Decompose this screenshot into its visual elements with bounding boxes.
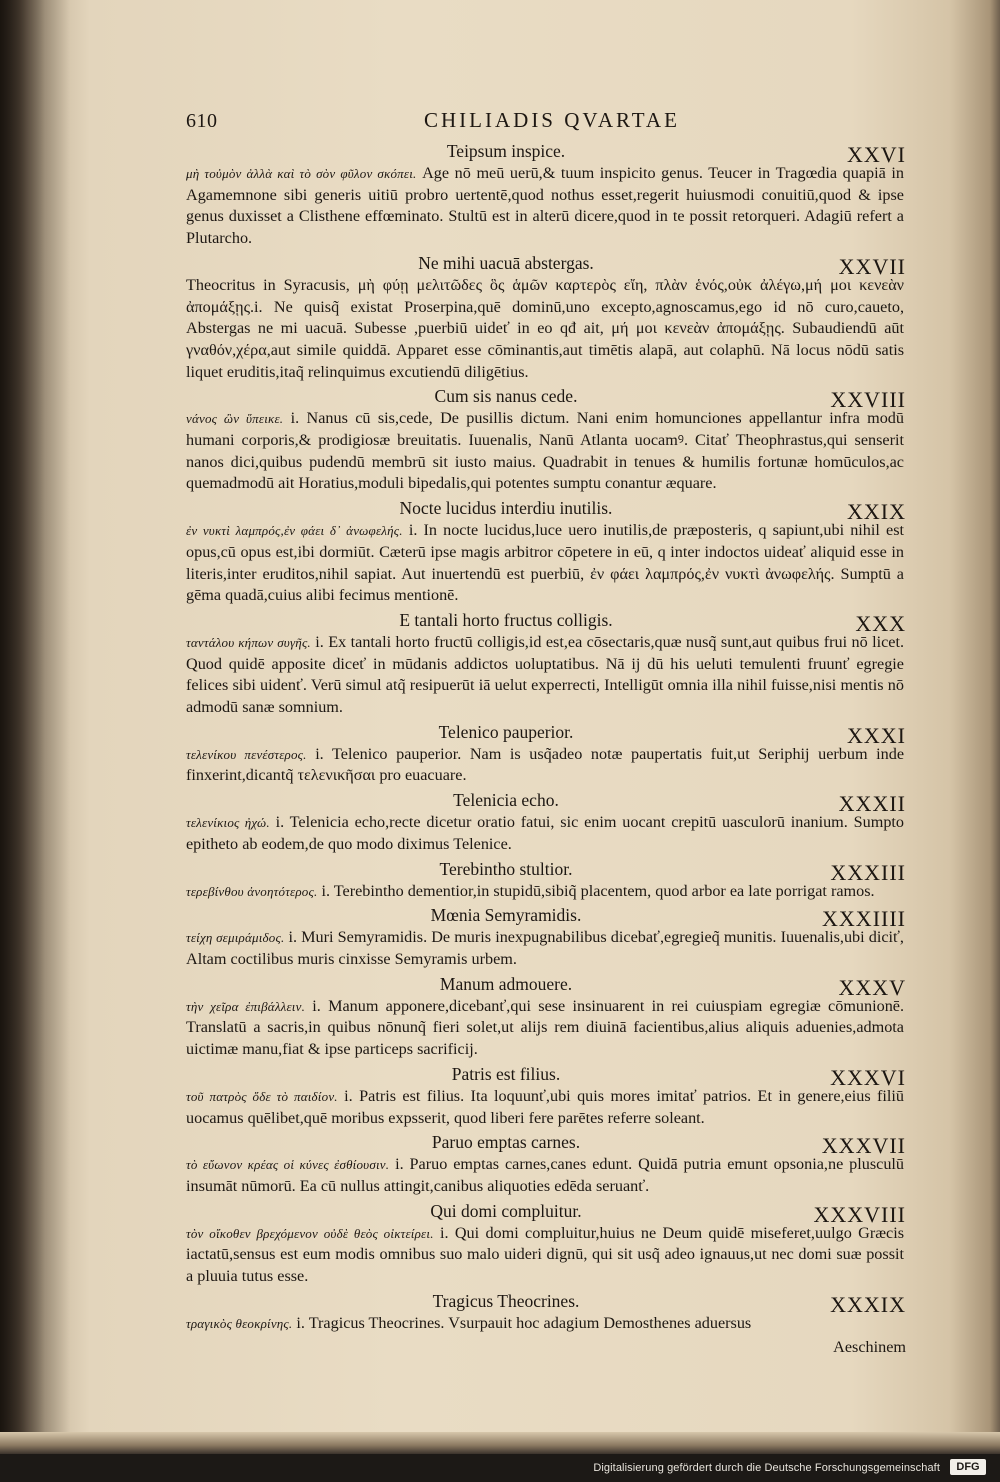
adage-entry [186, 1288, 906, 1335]
adage-entry [186, 719, 906, 787]
adage-numeral: XXXVI [830, 1064, 906, 1090]
adage-list [186, 138, 906, 1334]
adage-title: Paruo emptas carnes. [431, 1132, 581, 1153]
latin-commentary: i. Ex tantali horto fructū colligis,id est,ea cōsectaris,quæ nusq̃ sunt,aut quibus frui nō licet. Quod quidē apposite diceť in mūdanis addictos uoluptatibus. Nā ij dū his ueluti temulenti fruunť egregie felices sibi uidenť. Verū simul atq̃ resipuerūt iā uelut experrecti, Intelligūt omnia illa nihil fuisse,nisi mentis nō admodū sanæ somnium. [186, 632, 905, 717]
adage-numeral: XXIX [847, 499, 906, 525]
adage-entry [186, 138, 906, 250]
latin-commentary: i. Manum apponere,dicebanť,qui sese insinuarent in rei cuiuspiam egregiæ cōmunionē. Translatū a sacris,in quibus nōnunq̃ fieri solet,ut alijs rem diuinā facientibus,alius aliquis aduenies,admota uictimæ manu,fiat & ipse particeps sacrificij. [186, 996, 905, 1059]
page-bottom-edge [0, 1432, 1000, 1454]
greek-quotation: τερεβίνθου ἀνοητότερος. [186, 883, 318, 899]
latin-commentary: Age nō meū uerū,& tuum inspicito genus. Teucer in Tragœdia quapiā in Agamemnone sibi generis uitiū probro uertentē,quod nothus esset,regerit huiusmodi conuitiū,quod & ipse genus duxisset a Clisthene effœminato. Stultū est in alterū dicere,quod in te possit retorqueri. Adagiū refert a Plutarcho. [186, 164, 904, 248]
adage-numeral: XXVIII [830, 387, 906, 413]
adage-body [186, 996, 906, 1061]
adage-heading [186, 856, 906, 885]
adage-heading [186, 1061, 906, 1090]
running-head [186, 108, 906, 138]
footer-credit: Digitalisierung gefördert durch die Deutsche Forschungsgemeinschaft [593, 1462, 940, 1474]
latin-commentary: i. Tragicus Theocrines. Vsurpauit hoc adagium Demosthenes aduersus [296, 1313, 752, 1332]
adage-entry [186, 902, 906, 970]
latin-commentary: i. Paruo emptas carnes,canes edunt. Quidā putria emunt opsonia,ne plusculū insumāt nūmorū. Ea cū nullus attingit,canibus aliquoties edēda seruanť. [186, 1155, 905, 1195]
adage-title: Ne mihi uacuā abstergas. [418, 252, 594, 273]
adage-title: Cum sis nanus cede. [434, 386, 578, 407]
greek-quotation: τοῦ πατρὸς ὅδε τὸ παιδίον. [186, 1088, 338, 1104]
greek-quotation: ἐν νυκτὶ λαμπρός,ἐν φάει δ᾽ ἀνωφελής. [186, 523, 403, 539]
adage-heading [186, 383, 906, 413]
greek-quotation: τείχη σεμιράμιδος. [186, 930, 285, 946]
adage-numeral: XXXVII [821, 1133, 906, 1159]
adage-numeral: XXXIIII [822, 906, 906, 932]
latin-commentary: i. Telenico pauperior. Nam is usq̃adeo notæ paupertatis fuit,ut Seriphij uerbum inde finxerint,dicantq̃ τελενικῆσαι pro euacuare. [186, 744, 905, 785]
latin-commentary: i. Muri Semyramidis. De muris inexpugnabilibus dicebať,egregieq̃ munitis. Iuuenalis,ubi diciť, Altam coctilibus muris cinxisse Semyramis urbem. [186, 928, 904, 968]
text-block [186, 108, 906, 1358]
adage-numeral: XXXI [847, 722, 906, 748]
greek-quotation: τραγικὸς θεοκρίνης. [186, 1315, 293, 1331]
latin-commentary: Theocritus in Syracusis, μὴ φύῃ μελιτῶδες ὃς ἁμῶν καρτερὸς εἴη, πλὰν ἑνός,οὐκ ἀλέγω,μή μοι κενεὰν ἀπομάξῃς.i. Ne quisq̃ existat Proserpina,quē dominū,uno excepto,agnoscamus,ego id nō curo,caueto, Abstergas ne mi uacuā. Subesse ,puerbiū uideť in eo qđ ait, μή μοι κενεὰν ἀπομάξῃς. Subaudiendū aūt γναθόν,χέρα,aut simile quiddā. Apparet esse cōminantis,aut timētis alapā, aut colaphū. Nā locus nōdū satis liquet eruditis,itaq̃ relinquimus excutiendū diligētius. [186, 275, 904, 381]
adage-numeral: XXXIX [830, 1291, 906, 1317]
adage-body [186, 1223, 906, 1288]
latin-commentary: i. Nanus cū sis,cede, De pusillis dictum. Nani enim homunciones appellantur infra modū humani corporis,& prodigiosæ breuitatis. Iuuenalis, Nanū Atlanta uocamꝰ. Citať Theophrastus,qui senserit nanos dici,quibus pudendū membrū sit iusto maius. Quadrabit in tenues & humilis fortunæ homūculos,ac quemadmodū ait Horatius,moduli bipedalis,qui potentes sumptu conantur æquare. [186, 409, 904, 493]
adage-title: Mœnia Semyramidis. [430, 905, 582, 926]
adage-heading [186, 902, 906, 932]
adage-heading [186, 971, 906, 1000]
dfg-logo: DFG [950, 1459, 986, 1475]
latin-commentary: i. Patris est filius. Ita loquunť,ubi quis mores imitať patrios. Et in genere,eius filiū uocamus quēlibet,quē moribus expsserit, quod liberi fere parētes referre soleant. [186, 1086, 905, 1127]
adage-title: Terebintho stultior. [439, 858, 573, 879]
adage-body [186, 1086, 906, 1129]
latin-commentary: i. Qui domi compluitur,huius ne Deum quidē miseferet,uulgo Græcis iactatū,sensus est eum modis omnibus suo malo uideri dignū, qui sit usq̃ adeo ignauus,ut nec domi suæ possit a pluuia tutus esse. [186, 1223, 904, 1286]
adage-entry [186, 607, 906, 719]
adage-body [186, 927, 906, 970]
adage-heading [186, 495, 906, 525]
adage-body [186, 812, 906, 855]
adage-body [186, 408, 906, 495]
adage-heading [186, 787, 906, 817]
adage-entry [186, 495, 906, 607]
adage-body [186, 163, 906, 250]
adage-numeral: XXX [855, 610, 906, 636]
catchword: Aeschinem [833, 1338, 906, 1357]
folio-number: 610 [186, 110, 218, 132]
adage-heading [186, 1198, 906, 1227]
adage-entry [186, 383, 906, 495]
adage-entry [186, 787, 906, 855]
adage-body [186, 881, 906, 903]
adage-heading [186, 138, 906, 167]
adage-title: Qui domi compluitur. [430, 1200, 582, 1221]
adage-numeral: XXXVIII [813, 1201, 906, 1227]
adage-numeral: XXXV [838, 974, 906, 1000]
adage-title: Telenicia echo. [453, 790, 559, 811]
adage-numeral: XXVII [838, 253, 906, 279]
latin-commentary: i. In nocte lucidus,luce uero inutilis,de præposteris, q sapiunt,ubi nihil est opus,cū opus est,ibi dormiūt. Cæterū ipse magis arbitror cōpetere in eū, q inter indoctos uideať aliquid esse in literis,inter eruditos,nihil sapiat. Aut inuertendū est puerbiū, ἐν φάει λαμπρός,ἐν νυκτὶ ἀνωφελής. Sumptū a gēma quadā,cuius alibi fecimus mentionē. [186, 521, 905, 605]
adage-entry [186, 250, 906, 384]
greek-quotation: τελενίκιος ἠχώ. [186, 815, 270, 831]
adage-entry [186, 856, 906, 903]
adage-numeral: XXXIII [830, 859, 906, 885]
adage-numeral: XXVI [847, 142, 906, 167]
latin-commentary: i. Telenicia echo,recte dicetur oratio fatui, sic enim uocant crepitū uasculorū inanium. Sumpto epitheto ab eodem,de quo modo diximus Telenice. [186, 813, 905, 853]
adage-heading [186, 607, 906, 636]
greek-quotation: τελενίκου πενέστερος. [186, 746, 307, 762]
adage-heading [186, 250, 906, 279]
adage-title: Telenico pauperior. [438, 721, 574, 742]
adage-body [186, 1154, 906, 1197]
adage-title: Manum admouere. [439, 973, 573, 994]
adage-body [186, 632, 906, 719]
adage-title: E tantali horto fructus colligis. [399, 609, 613, 630]
adage-title: Nocte lucidus interdiu inutilis. [399, 498, 613, 519]
adage-heading [186, 719, 906, 748]
adage-body [186, 520, 906, 607]
adage-entry [186, 1129, 906, 1197]
adage-body [186, 275, 906, 384]
adage-entry [186, 1198, 906, 1288]
greek-quotation: τὸ εὔωνον κρέας οἱ κύνες ἐσθίουσιν. [186, 1157, 390, 1173]
greek-quotation: τὴν χεῖρα ἐπιβάλλειν. [186, 998, 306, 1014]
greek-quotation: ταντάλου κήπων συγῆς. [186, 634, 311, 650]
adage-heading [186, 1129, 906, 1159]
adage-title: Patris est filius. [451, 1063, 561, 1084]
latin-commentary: i. Terebintho dementior,in stupidū,sibiq̃ placentem, quod arbor ea late porrigat ramos. [321, 881, 875, 900]
greek-quotation: τὸν οἴκοθεν βρεχόμενον οὐδὲ θεὸς οἰκτείρει. [186, 1225, 434, 1241]
adage-body [186, 744, 906, 787]
adage-entry [186, 971, 906, 1061]
binding-shadow [0, 0, 70, 1440]
greek-quotation: μὴ τοὐμὸν ἀλλὰ καὶ τὸ σὸν φῦλον σκόπει. [186, 166, 417, 181]
adage-heading [186, 1288, 906, 1317]
adage-title: Tragicus Theocrines. [432, 1290, 580, 1311]
greek-quotation: νάνος ὢν ὕπεικε. [186, 411, 284, 427]
adage-body [186, 1313, 906, 1335]
adage-title: Teipsum inspice. [446, 141, 566, 161]
adage-numeral: XXXII [838, 791, 906, 817]
adage-entry [186, 1061, 906, 1129]
running-title: CHILIADIS QVARTAE [424, 108, 680, 132]
